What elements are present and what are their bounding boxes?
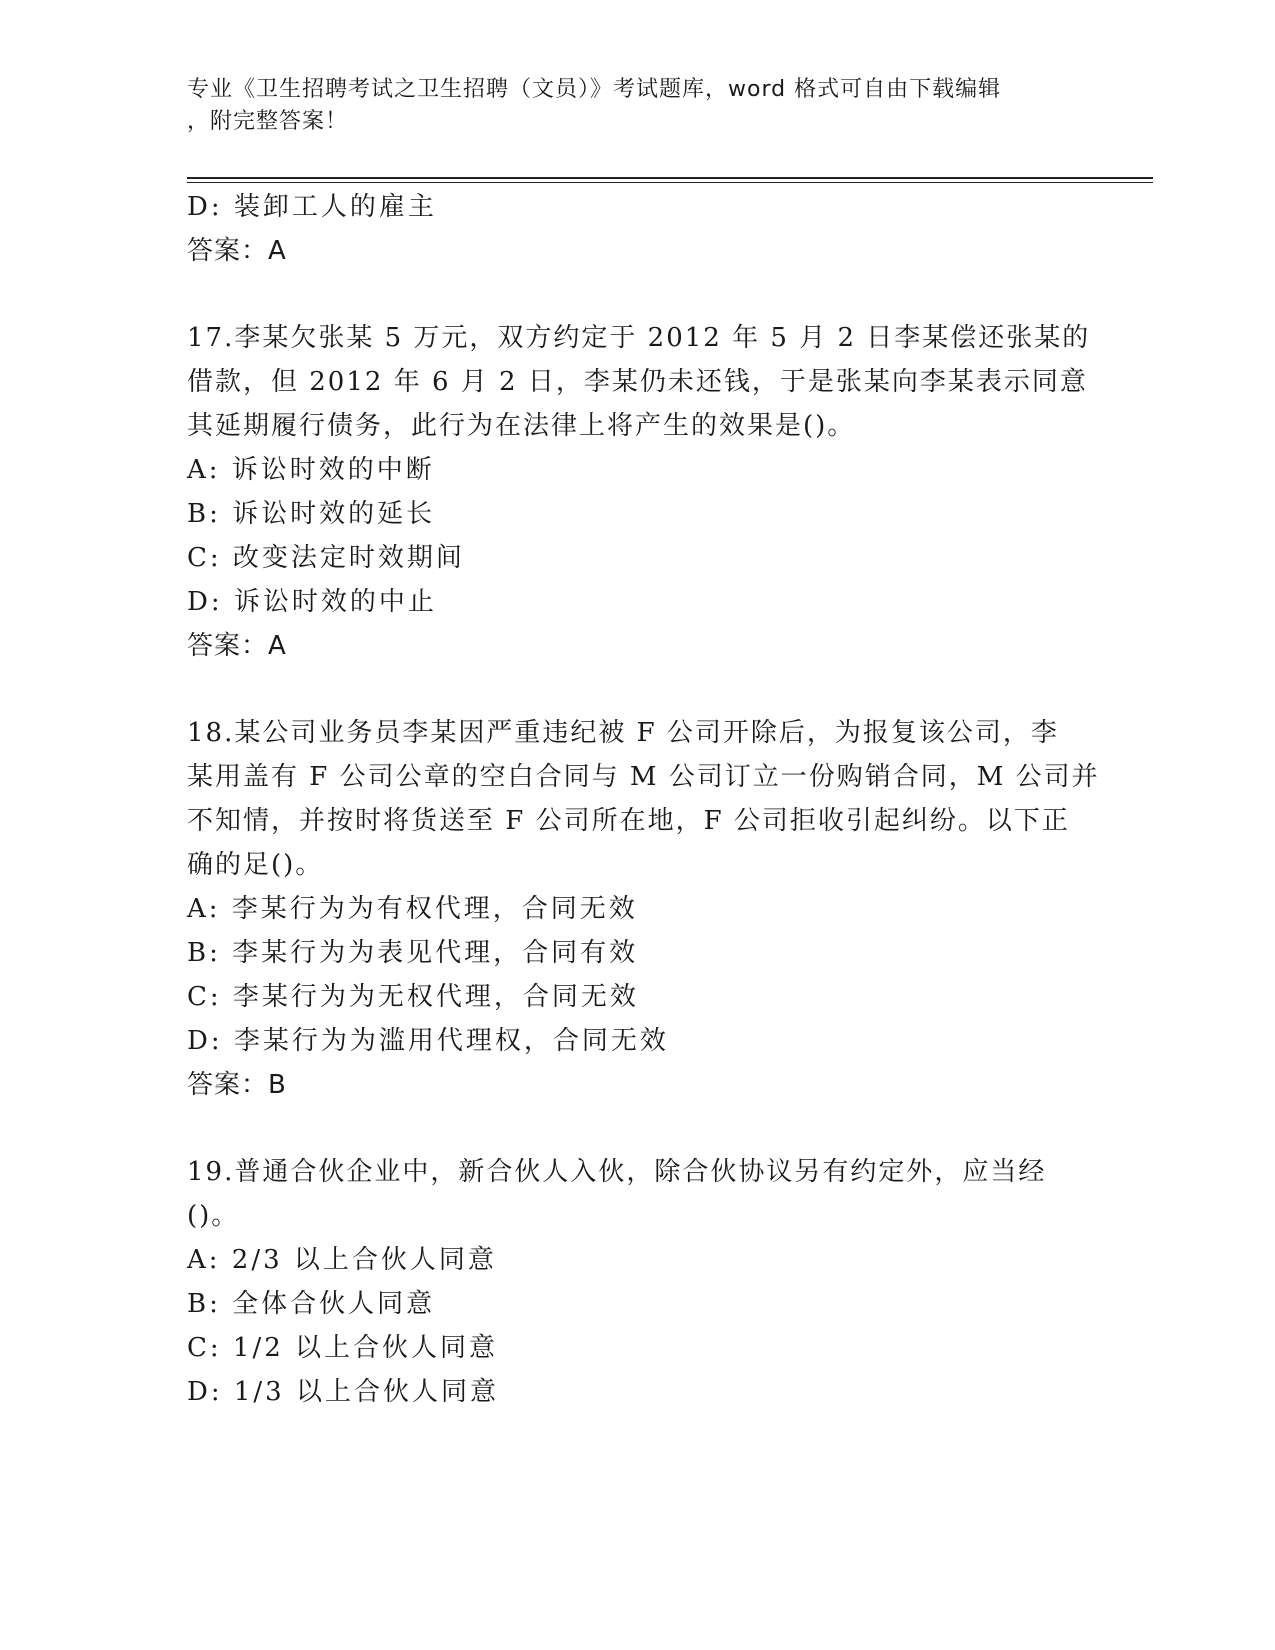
- q18-stem-line-3: 不知情，并按时将货送至 F 公司所在地，F 公司拒收引起纠纷。以下正: [187, 806, 1070, 836]
- page-header: [187, 74, 1067, 138]
- q17-stem-line-3: 其延期履行债务，此行为在法律上将产生的效果是()。: [187, 411, 856, 441]
- q18-stem-line-4: 确的足()。: [187, 850, 324, 880]
- q19-stem-line-1: 19.普通合伙企业中，新合伙人入伙，除合伙协议另有约定外，应当经: [187, 1157, 1047, 1187]
- q17-stem-line-1: 17.李某欠张某 5 万元，双方约定于 2012 年 5 月 2 日李某偿还张某的: [187, 323, 1091, 353]
- q18-option-b: B: 李某行为为表见代理，合同有效: [187, 938, 639, 968]
- q17-answer: 答案：A: [187, 631, 287, 661]
- header-divider-thin: [187, 182, 1153, 183]
- header-divider-thick: [187, 177, 1153, 179]
- q17-option-b: B: 诉讼时效的延长: [187, 499, 436, 529]
- q18-option-c: C: 李某行为为无权代理，合同无效: [187, 982, 639, 1012]
- q17-stem-line-2: 借款，但 2012 年 6 月 2 日，李某仍未还钱，于是张某向李某表示同意: [187, 367, 1088, 397]
- q18-option-a: A: 李某行为为有权代理，合同无效: [187, 894, 638, 924]
- q17-option-c: C: 改变法定时效期间: [187, 543, 465, 573]
- header-line-2: ，附完整答案！: [187, 109, 349, 134]
- q19-option-a: A: 2/3 以上合伙人同意: [187, 1245, 497, 1275]
- q16-answer: 答案：A: [187, 236, 287, 266]
- q17-option-a: A: 诉讼时效的中断: [187, 455, 435, 485]
- q19-option-c: C: 1/2 以上合伙人同意: [187, 1333, 499, 1363]
- q18-stem-line-2: 某用盖有 F 公司公章的空白合同与 M 公司订立一份购销合同，M 公司并: [187, 762, 1100, 792]
- q19-option-d: D: 1/3 以上合伙人同意: [187, 1377, 499, 1407]
- header-line-1: 专业《卫生招聘考试之卫生招聘（文员）》考试题库，word 格式可自由下载编辑: [187, 77, 1002, 102]
- q18-stem-line-1: 18.某公司业务员李某因严重违纪被 F 公司开除后，为报复该公司，李: [187, 718, 1059, 748]
- q19-option-b: B: 全体合伙人同意: [187, 1289, 436, 1319]
- q19-stem-line-2: ()。: [187, 1201, 240, 1231]
- q18-option-d: D: 李某行为为滥用代理权，合同无效: [187, 1026, 669, 1056]
- q17-option-d: D: 诉讼时效的中止: [187, 587, 437, 617]
- q18-answer: 答案：B: [187, 1070, 287, 1100]
- q16-option-d: D: 装卸工人的雇主: [187, 192, 437, 222]
